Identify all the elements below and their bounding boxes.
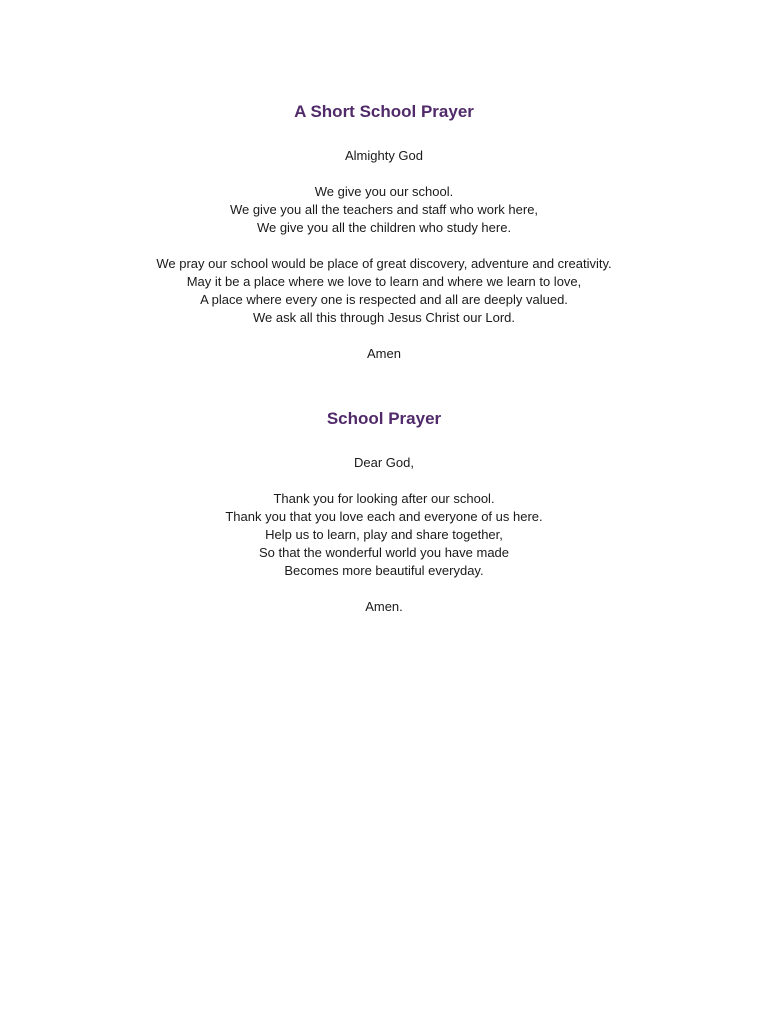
prayer-line: So that the wonderful world you have made bbox=[258, 545, 510, 560]
prayer-closing: Amen bbox=[367, 346, 401, 361]
prayer-salutation: Dear God, bbox=[354, 455, 414, 470]
prayer-closing: Amen. bbox=[365, 599, 403, 614]
prayer-short-school bbox=[0, 101, 768, 363]
prayer-title: School Prayer bbox=[326, 409, 442, 428]
prayer-school bbox=[0, 408, 768, 616]
prayer-line: We pray our school would be place of great discovery, adventure and creativity. bbox=[156, 256, 612, 271]
prayer-line: We give you all the teachers and staff who work here, bbox=[229, 202, 539, 217]
prayer-line: We ask all this through Jesus Christ our Lord. bbox=[252, 310, 516, 325]
prayer-line: May it be a place where we love to learn and where we learn to love, bbox=[186, 274, 582, 289]
prayer-line: Becomes more beautiful everyday. bbox=[284, 563, 484, 578]
prayer-line: We give you all the children who study here. bbox=[256, 220, 512, 235]
prayer-title: A Short School Prayer bbox=[294, 102, 474, 121]
prayer-line: Thank you for looking after our school. bbox=[273, 491, 495, 506]
prayer-stanza bbox=[0, 183, 768, 237]
prayer-stanza bbox=[0, 490, 768, 580]
prayer-salutation: Almighty God bbox=[344, 148, 424, 163]
prayer-stanza bbox=[0, 255, 768, 327]
prayer-line: We give you our school. bbox=[314, 184, 454, 199]
prayer-line: Help us to learn, play and share together, bbox=[265, 527, 503, 542]
prayer-line: A place where every one is respected and all are deeply valued. bbox=[200, 292, 568, 307]
prayer-line: Thank you that you love each and everyone of us here. bbox=[225, 509, 543, 524]
